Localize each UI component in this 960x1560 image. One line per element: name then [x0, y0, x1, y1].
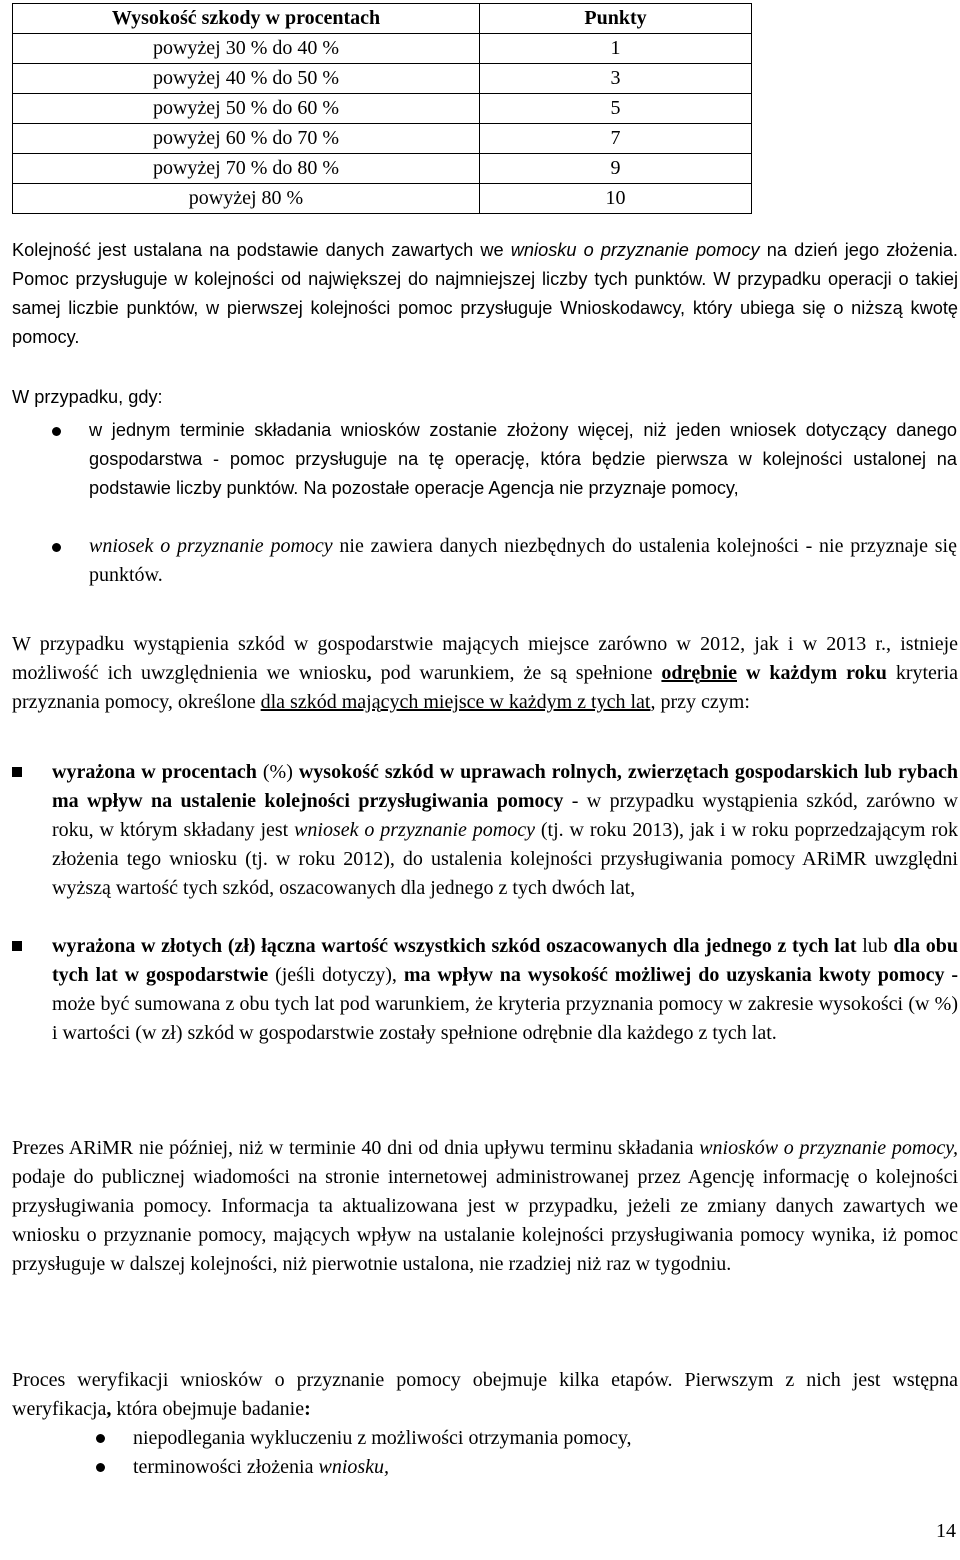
square-bullet-icon	[12, 767, 22, 777]
paragraph-publication	[12, 1134, 958, 1279]
bullet-icon	[52, 427, 61, 436]
text-bold: ma wpływ na wysokość możliwej do uzyskania kwoty pomocy -	[403, 964, 958, 986]
text: kryteria przyznania pomocy, określone	[12, 662, 959, 713]
bullet-icon	[96, 1463, 105, 1472]
paragraph-damage-years	[12, 630, 958, 717]
row-points: 7	[480, 124, 752, 154]
text-bold: dla obu tych lat w gospodarstwie	[52, 935, 959, 986]
row-points: 10	[480, 184, 752, 214]
list-item-timeliness	[133, 1453, 389, 1482]
paragraph-verification	[12, 1366, 958, 1424]
row-points: 3	[480, 64, 752, 94]
text: pod warunkiem, że są spełnione	[371, 662, 662, 684]
text: , przy czym:	[650, 691, 750, 713]
text: (jeśli dotyczy),	[268, 964, 404, 986]
row-points: 9	[480, 154, 752, 184]
text: lub	[856, 935, 894, 957]
row-points: 5	[480, 94, 752, 124]
table-row	[13, 34, 752, 64]
text-italic: wniosku o przyznanie pomocy	[510, 240, 760, 260]
text-bold: ,	[366, 662, 372, 684]
text-bold-underline: odrębnie	[661, 662, 737, 684]
header-damage-percent: Wysokość szkody w procentach	[13, 4, 480, 34]
text: (tj. w roku 2013), jak i w roku poprzedzającym rok złożenia tego wniosku (tj. w roku 2012), do ustalenia kolejności przysługiwania pomocy ARiMR uwzględni wyższą wartość tych szkód, oszacowanych dla jednego z tych dwóch lat,	[52, 819, 959, 899]
points-table	[12, 3, 752, 214]
text: może być sumowana z obu tych lat pod warunkiem, że kryteria przyznania pomocy w zakresie wysokości (w %) i wartości (w zł) szkód w gospodarstwie zostały spełnione odrębnie dla każdego z tych lat.	[52, 993, 958, 1044]
text	[737, 662, 746, 684]
text: terminowości złożenia	[133, 1456, 319, 1478]
list-item-percent-damage	[52, 758, 958, 903]
row-points: 1	[480, 34, 752, 64]
list-item-missing-data	[89, 532, 957, 590]
table-row	[13, 184, 752, 214]
text: (%)	[256, 761, 299, 783]
list-item-value-damage	[52, 932, 958, 1048]
row-range: powyżej 70 % do 80 %	[13, 154, 480, 184]
text-italic: wniosku,	[318, 1456, 390, 1478]
text: Proces weryfikacji wniosków o przyznanie pomocy obejmuje kilka etapów. Pierwszym z nich jest wstępna weryfikacja	[12, 1369, 958, 1420]
row-range: powyżej 40 % do 50 %	[13, 64, 480, 94]
row-range: powyżej 80 %	[13, 184, 480, 214]
bullet-icon	[52, 543, 61, 552]
square-bullet-icon	[12, 941, 22, 951]
row-range: powyżej 30 % do 40 %	[13, 34, 480, 64]
table-row	[13, 154, 752, 184]
text: , istnieje możliwość ich uwzględnienia we wniosku	[12, 633, 959, 684]
paragraph-ordering-rules	[12, 236, 958, 352]
text-bold: :	[304, 1398, 311, 1420]
text: na dzień jego złożenia. Pomoc przysługuje w kolejności od największej do najmniejszej liczby tych punktów. W przypadku operacji o takiej samej liczbie punktów, w pierwszej kolejności pomoc przysługuje Wnioskodawcy, który ubiega się o niższą kwotę pomocy.	[12, 240, 958, 347]
text-underline: dla szkód mających miejsce w każdym z tych lat	[260, 691, 651, 713]
text: W przypadku wystąpienia szkód w gospodarstwie mających miejsce zarówno w 2012, jak i w 2013 r.	[12, 633, 887, 655]
text: podaje do publicznej wiadomości na stronie internetowej administrowanej przez Agencję informację o kolejności przysługiwania pomocy. Informacja ta aktualizowana jest w przypadku, jeżeli ze zmiany danych zawartych we wniosku o przyznanie pomocy, mających wpływ na ustalanie kolejności przysługiwania pomocy wynika, iż pomoc przysługuje w dalszej kolejności, niż pierwotnie ustalona, nie rzadziej niż raz w tygodniu.	[12, 1166, 958, 1275]
table-row	[13, 64, 752, 94]
text: Prezes ARiMR nie później, niż w terminie 40 dni od dnia upływu terminu składania	[12, 1137, 700, 1159]
page-number: 14	[936, 1520, 956, 1542]
text-bold: wyrażona w złotych (zł) łączna wartość wszystkich szkód oszacowanych dla jednego z tych lat	[52, 935, 857, 957]
text: nie zawiera danych niezbędnych do ustalenia kolejności - nie przyznaje się punktów.	[89, 535, 957, 586]
text-italic: wniosek o przyznanie pomocy	[89, 535, 333, 557]
text-italic: wniosków o przyznanie pomocy,	[699, 1137, 958, 1159]
table-row	[13, 124, 752, 154]
text-bold: wysokość szkód w uprawach rolnych, zwierzętach gospodarskich lub rybach ma wpływ na ustalenie kolejności przysługiwania pomocy	[52, 761, 958, 812]
text: która obejmuje badanie	[111, 1398, 305, 1420]
text-bold: w każdym roku	[745, 662, 887, 684]
row-range: powyżej 50 % do 60 %	[13, 94, 480, 124]
text: - w przypadku wystąpienia szkód, zarówno w roku, w którym składany jest	[52, 790, 958, 841]
list-item-multiple-applications: w jednym terminie składania wniosków zostanie złożony więcej, niż jeden wniosek dotyczący danego gospodarstwa - pomoc przysługuje na tę operację, która będzie pierwsza w kolejności ustalonej na podstawie liczby punktów. Na pozostałe operacje Agencja nie przyznaje pomocy,	[89, 420, 957, 498]
table-row	[13, 94, 752, 124]
text-bold: ,	[106, 1398, 112, 1420]
text-italic: wniosek o przyznanie pomocy	[294, 819, 535, 841]
text: Kolejność jest ustalana na podstawie danych zawartych we	[12, 240, 511, 260]
list-item-exclusion: niepodlegania wykluczeniu z możliwości otrzymania pomocy,	[133, 1427, 632, 1449]
bullet-icon	[96, 1434, 105, 1443]
paragraph-cases-intro: W przypadku, gdy:	[12, 387, 163, 407]
text-bold: wyrażona w procentach	[52, 761, 257, 783]
table-header-row	[13, 4, 752, 34]
row-range: powyżej 60 % do 70 %	[13, 124, 480, 154]
header-points: Punkty	[480, 4, 752, 34]
